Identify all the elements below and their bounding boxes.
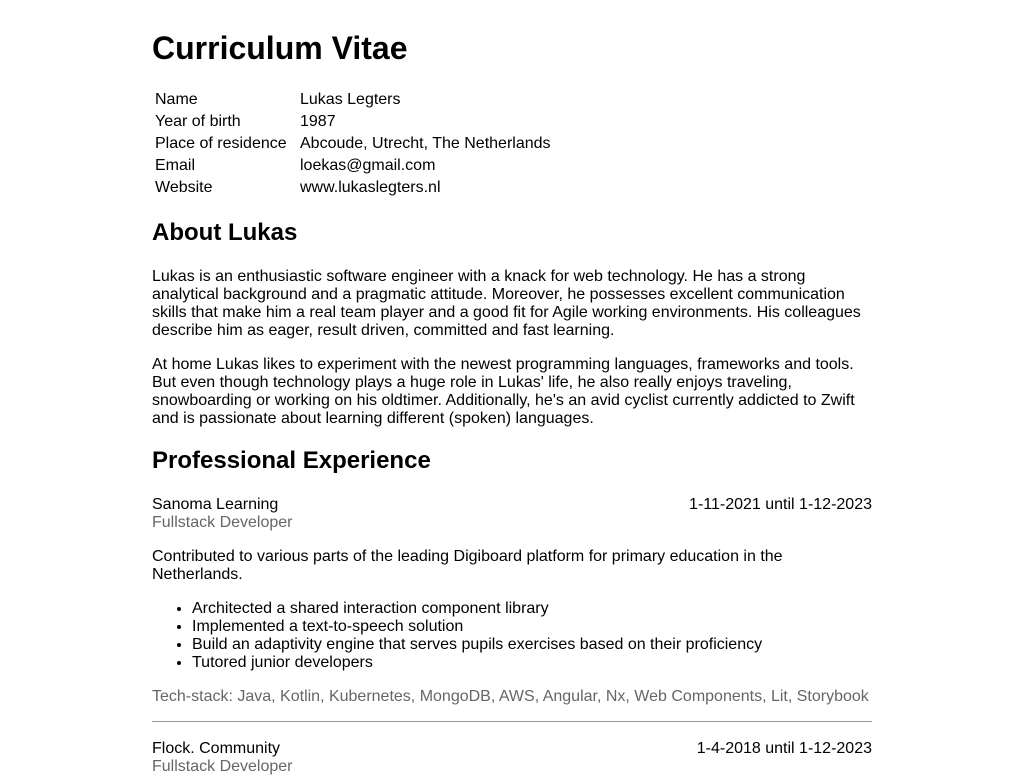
info-label: Website <box>155 179 213 196</box>
list-item: • Implemented a text-to-speech solution <box>192 618 872 636</box>
info-value: Abcoude, Utrecht, The Netherlands <box>300 135 551 152</box>
job-period: 1-4-2018 until 1-12-2023 <box>696 740 872 757</box>
info-row-email <box>154 156 552 176</box>
job-period: 1-11-2021 until 1-12-2023 <box>689 496 872 513</box>
info-value: Lukas Legters <box>300 91 401 108</box>
job-role: Fullstack Developer <box>152 758 293 775</box>
job-divider <box>152 721 872 722</box>
job-achievements-list <box>152 600 872 672</box>
page-title: Curriculum Vitae <box>152 30 408 66</box>
job-role: Fullstack Developer <box>152 514 293 531</box>
about-paragraph: Lukas is an enthusiastic software engineer with a knack for web technology. He has a strong analytical background and a pragmatic attitude. Moreover, he possesses excellent communication skills that make him a real team player and a good fit for Agile working environments. His colleagues describe him as eager, result driven, committed and fast learning. <box>152 268 861 339</box>
job-header <box>152 496 872 514</box>
about-heading: About Lukas <box>152 219 298 246</box>
info-label: Email <box>155 157 196 174</box>
info-label: Name <box>155 91 198 108</box>
job-entry <box>152 740 872 776</box>
list-item: • Tutored junior developers <box>192 654 872 672</box>
info-value: www.lukaslegters.nl <box>300 179 441 196</box>
about-paragraph: At home Lukas likes to experiment with the newest programming languages, frameworks and tools. But even though technology plays a huge role in Lukas' life, he also really enjoys traveling, snowboarding or working on his oldtimer. Additionally, he's an avid cyclist currently addicted to Zwift and is passionate about learning different (spoken) languages. <box>152 356 855 427</box>
info-row-name <box>154 90 552 110</box>
list-item: • Architected a shared interaction component library <box>192 600 872 618</box>
personal-info-table <box>152 88 554 200</box>
job-header <box>152 740 872 758</box>
info-label: Place of residence <box>155 135 287 152</box>
job-description: Contributed to various parts of the leading Digiboard platform for primary education in the Netherlands. <box>152 548 783 583</box>
job-company: Flock. Community <box>152 740 281 757</box>
job-entry <box>152 496 872 532</box>
info-value: 1987 <box>300 113 336 130</box>
info-value: loekas@gmail.com <box>300 157 436 174</box>
info-row-website <box>154 178 552 198</box>
job-techstack: Tech-stack: Java, Kotlin, Kubernetes, MongoDB, AWS, Angular, Nx, Web Components, Lit, Storybook <box>152 688 869 705</box>
info-row-year-of-birth <box>154 112 552 132</box>
info-label: Year of birth <box>155 113 241 130</box>
job-company: Sanoma Learning <box>152 496 279 513</box>
list-item: • Build an adaptivity engine that serves pupils exercises based on their proficiency <box>192 636 872 654</box>
info-row-residence <box>154 134 552 154</box>
experience-heading: Professional Experience <box>152 447 431 474</box>
